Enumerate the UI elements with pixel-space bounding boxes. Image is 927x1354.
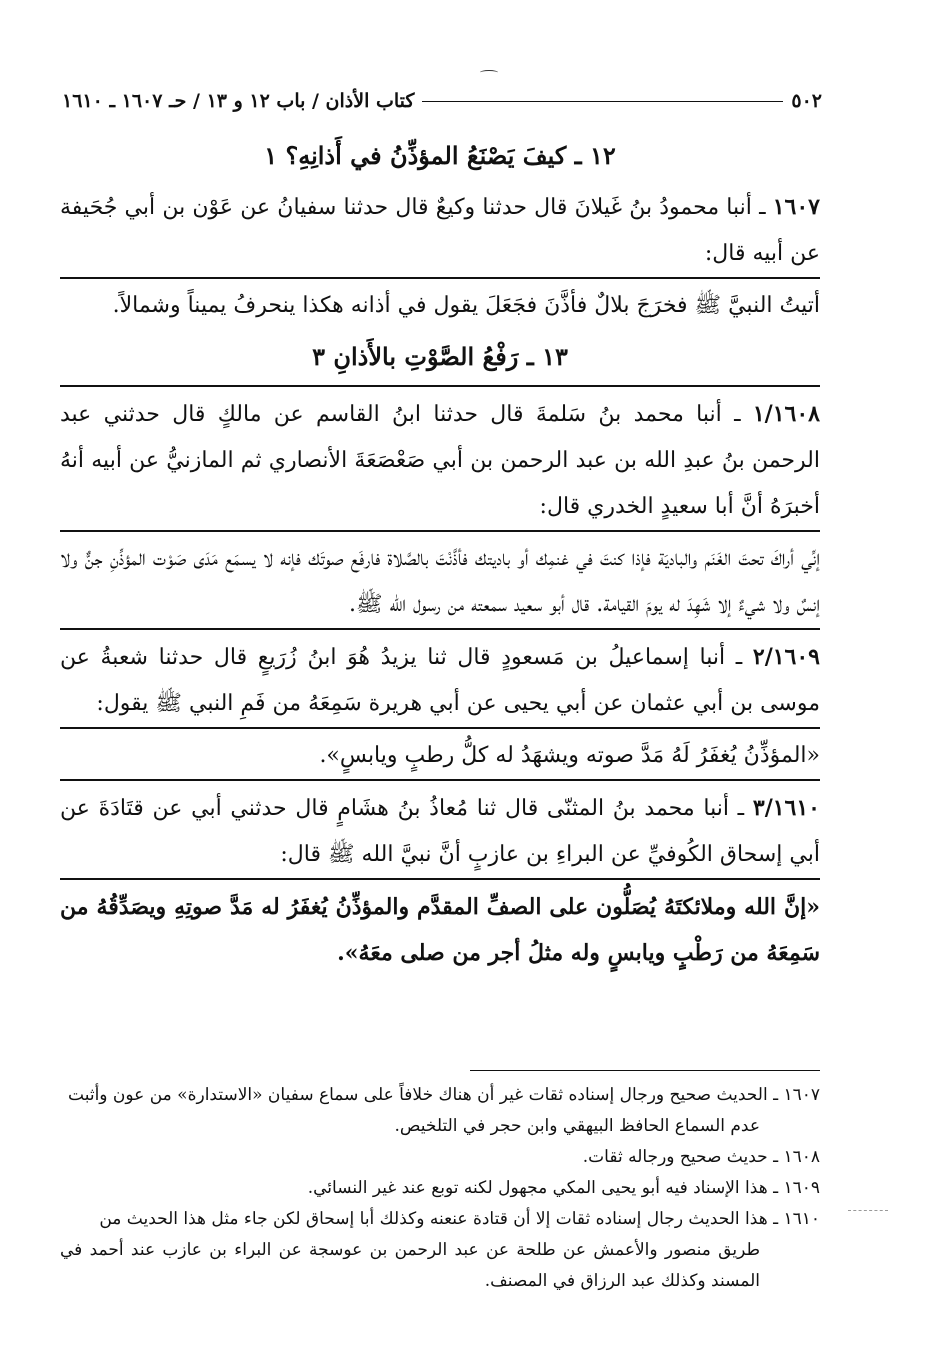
- hadith-1610-isnad: [60, 779, 820, 878]
- hadith-number: ٣/١٦١٠: [752, 795, 820, 821]
- footnote-text: ـ حديث صحيح ورجاله ثقات.: [582, 1147, 779, 1167]
- footnote-text: ـ هذا الإسناد فيه أبو يحيى المكي مجهول لكنه توبع عند غير النسائي.: [307, 1178, 779, 1198]
- running-header: [62, 84, 822, 118]
- footnote-number: ١٦١٠: [783, 1209, 820, 1229]
- hadith-number: ٢/١٦٠٩: [752, 644, 820, 670]
- main-text: [60, 128, 820, 976]
- footnote-1607: [60, 1080, 820, 1111]
- hadith-number: ١٦٠٧: [772, 194, 820, 220]
- hadith-1607-matn: أتيتُ النبيَّ ﷺ فخرَجَ بلالٌ فأذَّنَ فجَعَلَ يقول في أذانه هكذا ينحرفُ يميناً وشمالاً.: [60, 277, 820, 329]
- hadith-1610-matn: «إنَّ الله وملائكتَهُ يُصَلُّون على الصفِّ المقدَّم والمؤذِّنُ يُغفَرُ له مَدَّ صوتِهِ ويصَدِّقُهُ من سَمِعَهُ من رَطْبٍ ويابسٍ وله مثلُ أجر من صلى معَهُ».: [60, 878, 820, 976]
- footnotes: [60, 1080, 820, 1297]
- hadith-1609-matn: «المؤذِّنُ يُغفَرُ لَهُ مَدَّ صوته ويشهَدُ له كلُّ رطبٍ ويابسٍ».: [60, 727, 820, 779]
- hadith-number: ١/١٦٠٨: [752, 401, 820, 427]
- header-rule: [422, 101, 783, 102]
- footnote-1610-continuation: طريق منصور والأعمش عن طلحة عن عبد الرحمن بن عوسجة عن البراء بن عازب عند أحمد في المسند وكذلك عبد الرزاق في المصنف.: [60, 1240, 760, 1291]
- isnad-text: ـ أنبا محمد بنُ سَلمةَ قال حدثنا ابنُ القاسم عن مالكٍ قال حدثني عبد الرحمن بنُ عبدِ الله بن عبد الرحمن بن أبي صَعْصَعَةَ الأنصاري ثم المازنيُّ عن أبيه أنهُ أخبرَهُ أنَّ أبا سعيدٍ الخدري قال:: [60, 402, 820, 519]
- footnote-1609: [60, 1173, 820, 1204]
- footnote-1608: [60, 1142, 820, 1173]
- isnad-text: ـ أنبا محمودُ بنُ غَيلانَ قال حدثنا وكيعٌ قال حدثنا سفيانُ عن عَوْن بن أبي جُحَيفة عن أبيه قال:: [60, 195, 820, 266]
- hadith-1608-isnad: [60, 385, 820, 530]
- hadith-1608-matn: إنِّي أراكَ تحتَ الغَنَم والباديَة فإذا كنتَ في غنمِك أو باديتك فأذَّنْتَ بالصَّلاة فارفَع صوتَك فإنه لا يسمَع مَدَى صَوْت المؤذِّنِ جنٌّ ولا إنسٌ ولا شيءٌ إلا شَهِدَ له يومَ القيامة. قال أبو سعيد سمعته من رسول الله ﷺ.: [60, 530, 820, 628]
- chapter-reference: كتاب الأذان / باب ١٢ و ١٣ / حـ ١٦٠٧ ـ ١٦١٠: [62, 90, 415, 112]
- footnote-separator: [470, 1070, 820, 1071]
- footnote-text: ـ الحديث صحيح ورجال إسناده ثقات غير أن هناك خلافاً على سماع سفيان «الاستدارة» من عون وأثبت: [68, 1085, 779, 1105]
- section-heading-13: ١٣ ـ رَفْعُ الصَّوْتِ بالأَذانِ ٣: [312, 342, 568, 371]
- hadith-1607-isnad: [60, 184, 820, 277]
- isnad-text: ـ أنبا إسماعيلُ بن مَسعودٍ قال ثنا يزيدُ هُوَ ابنُ زُرَيعٍ قال حدثنا شعبةُ عن موسى بن أبي عثمان عن أبي يحيى عن أبي هريرة سَمِعَهُ من فَمِ النبي ﷺ يقول:: [60, 645, 820, 716]
- footnote-text: ـ هذا الحديث رجال إسناده ثقات إلا أن قتادة عنعنه وكذلك أبا إسحاق لكن جاء مثل هذا الحديث من: [99, 1209, 779, 1229]
- hadith-1609-isnad: [60, 628, 820, 727]
- section-heading-12: ١٢ ـ كيفَ يَصْنَعُ المؤذِّنُ في أَذانِهِ؟ ١: [264, 141, 616, 170]
- footnote-number: ١٦٠٩: [783, 1178, 820, 1198]
- decorative-mark: [480, 70, 498, 75]
- margin-mark: [848, 1210, 888, 1219]
- footnote-number: ١٦٠٧: [783, 1085, 820, 1105]
- isnad-text: ـ أنبا محمد بنُ المثنّى قال ثنا مُعاذُ بنُ هشَامٍ قال حدثني أبي عن قتَادَةَ عن أبي إسحاق الكُوفيِّ عن البراءِ بن عازبٍ أنَّ نبيَّ الله ﷺ قال:: [60, 796, 820, 867]
- page-number: ٥٠٢: [791, 90, 822, 112]
- footnote-1607-continuation: عدم السماع الحافظ البيهقي وابن حجر في التلخيص.: [394, 1116, 760, 1136]
- footnote-1610: [60, 1204, 820, 1235]
- footnote-number: ١٦٠٨: [783, 1147, 820, 1167]
